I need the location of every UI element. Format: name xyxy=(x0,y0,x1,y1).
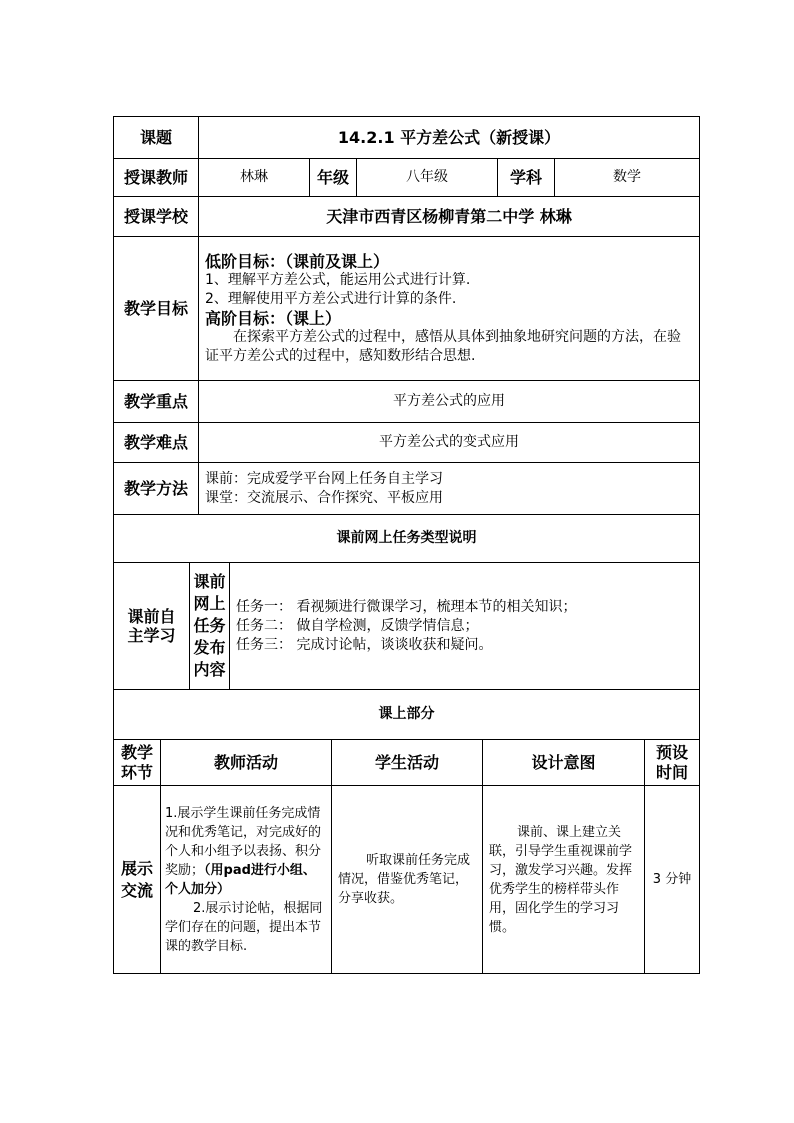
row1-teacher-p2: 2.展示讨论帖，根据同学们存在的问题，提出本节课的教学目标. xyxy=(165,900,323,954)
grade-value: 八年级 xyxy=(357,159,498,197)
difficulty-label: 教学难点 xyxy=(114,423,199,463)
class-section-title: 课上部分 xyxy=(114,690,700,740)
lesson-plan-table xyxy=(113,116,700,563)
course-label: 课题 xyxy=(114,117,199,159)
task-2: 任务二： 做自学检测，反馈学情信息； xyxy=(236,617,479,634)
difficulty-value: 平方差公式的变式应用 xyxy=(199,423,700,463)
low-goal-heading: 低阶目标：（课前及课上） xyxy=(205,251,390,271)
teacher-label: 授课教师 xyxy=(114,159,199,197)
focus-label: 教学重点 xyxy=(114,381,199,423)
goals-content xyxy=(199,237,700,381)
activity-table xyxy=(113,739,700,974)
method-content xyxy=(199,463,700,515)
row1-teacher xyxy=(161,786,332,974)
method-label: 教学方法 xyxy=(114,463,199,515)
teacher-name: 林琳 xyxy=(199,159,310,197)
row1-intent-text: 课前、课上建立关联，引导学生重视课前学习，激发学习兴趣。发挥优秀学生的榜样带头作用，固化学生的学习习惯。 xyxy=(489,824,633,935)
method-line-1: 课前：完成爱学平台网上任务自主学习 xyxy=(205,470,443,487)
self-study-table xyxy=(113,562,700,740)
course-title: 14.2.1 平方差公式（新授课） xyxy=(199,117,700,159)
header-intent: 设计意图 xyxy=(483,740,645,786)
row1-student-text: 听取课前任务完成情况，借鉴优秀笔记，分享收获。 xyxy=(338,853,471,906)
school-value: 天津市西青区杨柳青第二中学 林琳 xyxy=(199,197,700,237)
method-line-2: 课堂：交流展示、合作探究、平板应用 xyxy=(205,489,443,506)
grade-label: 年级 xyxy=(310,159,357,197)
self-study-label: 课前自主学习 xyxy=(114,563,190,690)
high-goal-heading: 高阶目标：（课上） xyxy=(205,308,342,328)
focus-value: 平方差公式的应用 xyxy=(199,381,700,423)
online-section-title: 课前网上任务类型说明 xyxy=(114,515,700,563)
row1-stage: 展示交流 xyxy=(114,786,161,974)
header-time: 预设时间 xyxy=(645,740,700,786)
row1-intent xyxy=(483,786,645,974)
school-label: 授课学校 xyxy=(114,197,199,237)
header-stage: 教学环节 xyxy=(114,740,161,786)
high-goal-text: 在探索平方差公式的过程中，感悟从具体到抽象地研究问题的方法，在验证平方差公式的过程中，感知数形结合思想. xyxy=(205,328,681,364)
task-3: 任务三： 完成讨论帖，谈谈收获和疑问。 xyxy=(236,636,493,653)
low-goal-1: 1、理解平方差公式，能运用公式进行计算. xyxy=(205,271,471,288)
row1-time: 3 分钟 xyxy=(645,786,700,974)
row1-teacher-p1: 1.展示学生课前任务完成情况和优秀笔记，对完成好的个人和小组予以表扬、积分奖励； xyxy=(165,805,322,878)
task-1: 任务一： 看视频进行微课学习，梳理本节的相关知识； xyxy=(236,598,577,615)
self-study-tasks xyxy=(230,563,700,690)
self-study-sublabel: 课前网上任务发布内容 xyxy=(190,563,230,690)
goals-label: 教学目标 xyxy=(114,237,199,381)
row1-teacher-pad: （用pad进行小组、个人加分） xyxy=(165,862,316,897)
header-student: 学生活动 xyxy=(332,740,483,786)
low-goal-2: 2、理解使用平方差公式进行计算的条件. xyxy=(205,290,457,307)
header-teacher: 教师活动 xyxy=(161,740,332,786)
subject-label: 学科 xyxy=(498,159,555,197)
row1-student xyxy=(332,786,483,974)
subject-value: 数学 xyxy=(555,159,700,197)
